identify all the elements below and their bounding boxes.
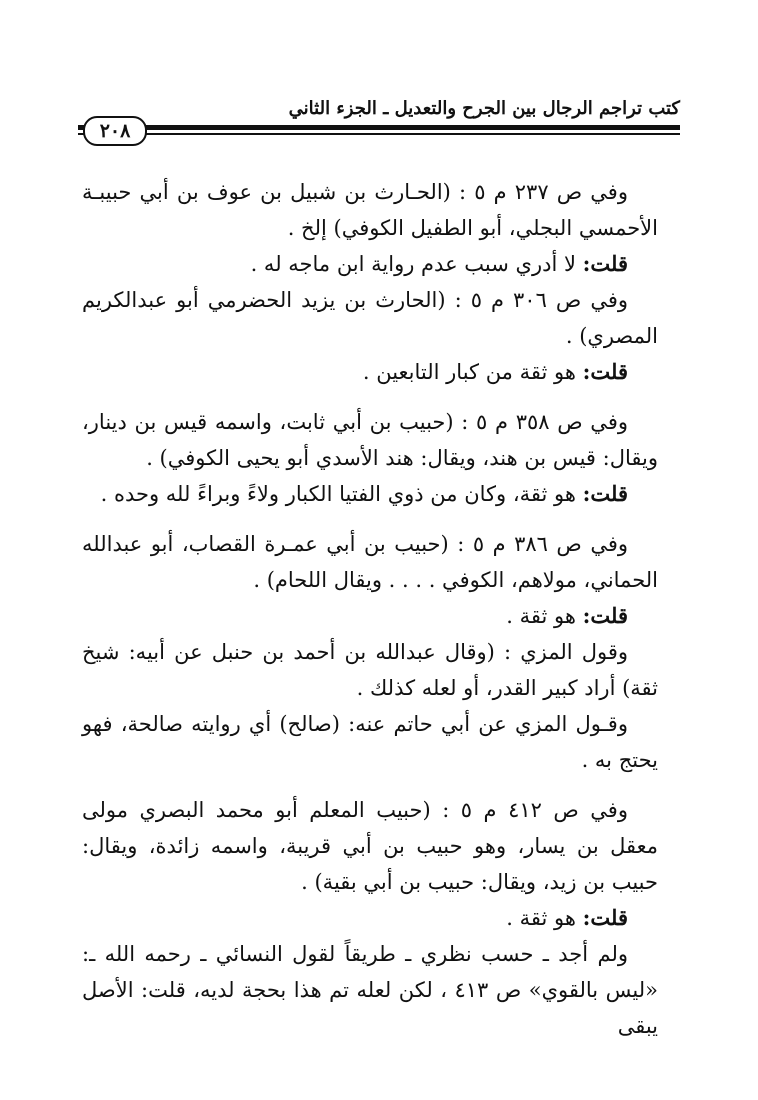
paragraph-label: قلت:	[582, 359, 628, 384]
paragraph-12	[82, 900, 658, 936]
paragraph-text: وفي ص ٣٨٦ م ٥ : (حبيب بن أبي عمـرة القصاب، أبو عبدالله الحماني، مولاهم، الكوفي . . . . ويقال اللحام) .	[82, 532, 658, 592]
page-number: ٢٠٨	[83, 116, 147, 146]
page-body	[82, 174, 658, 1044]
header-rule-thin	[78, 133, 680, 135]
paragraph-7	[82, 526, 658, 598]
paragraph-label: قلت:	[582, 251, 628, 276]
paragraph-6	[82, 476, 658, 512]
paragraph-text: هو ثقة .	[506, 604, 583, 628]
paragraph-text: وفي ص ٣٠٦ م ٥ : (الحارث بن يزيد الحضرمي أبو عبدالكريم المصري) .	[82, 288, 658, 348]
paragraph-text: وقول المزي : (وقال عبدالله بن أحمد بن حنبل عن أبيه: شيخ ثقة) أراد كبير القدر، أو لعله كذلك .	[82, 640, 658, 700]
paragraph-text: وفي ص ٤١٢ م ٥ : (حبيب المعلم أبو محمد البصري مولى معقل بن يسار، وهو حبيب بن أبي قريبة، واسمه زائدة، ويقال: حبيب بن زيد، ويقال: حبيب بن أبي بقية) .	[82, 798, 658, 894]
page-header	[78, 96, 680, 148]
paragraph-1	[82, 174, 658, 246]
paragraph-label: قلت:	[582, 481, 628, 506]
paragraph-10	[82, 706, 658, 778]
paragraph-2	[82, 246, 658, 282]
paragraph-13	[82, 936, 658, 1044]
paragraph-text: وفي ص ٣٥٨ م ٥ : (حبيب بن أبي ثابت، واسمه قيس بن دينار، ويقال: قيس بن هند، ويقال: هند الأسدي أبو يحيى الكوفي) .	[82, 410, 658, 470]
running-title: كتب تراجم الرجال بين الجرح والتعديل ـ الجزء الثاني	[288, 98, 680, 119]
paragraph-11	[82, 792, 658, 900]
paragraph-3	[82, 282, 658, 354]
paragraph-text: هو ثقة من كبار التابعين .	[362, 360, 583, 384]
paragraph-label: قلت:	[582, 905, 628, 930]
paragraph-5	[82, 404, 658, 476]
paragraph-text: ولم أجد ـ حسب نظري ـ طريقاً لقول النسائي ـ رحمه الله ـ: «ليس بالقوي» ص ٤١٣ ، لكن لعله تم هذا بحجة لديه، قلت: الأصل يبقى	[82, 942, 658, 1038]
paragraph-9	[82, 634, 658, 706]
paragraph-text: وقـول المزي عن أبي حاتم عنه: (صالح) أي روايته صالحة، فهو يحتج به .	[82, 712, 658, 772]
paragraph-text: وفي ص ٢٣٧ م ٥ : (الحـارث بن شبيل بن عوف بن أبي حبيبـة الأحمسي البجلي، أبو الطفيل الكوفي) إلخ .	[82, 180, 658, 240]
paragraph-text: هو ثقة، وكان من ذوي الفتيا الكبار ولاءً وبراءً لله وحده .	[100, 482, 583, 506]
header-rule-thick	[78, 125, 680, 130]
paragraph-text: هو ثقة .	[506, 906, 583, 930]
paragraph-label: قلت:	[582, 603, 628, 628]
paragraph-text: لا أدري سبب عدم رواية ابن ماجه له .	[250, 252, 583, 276]
paragraph-4	[82, 354, 658, 390]
paragraph-8	[82, 598, 658, 634]
